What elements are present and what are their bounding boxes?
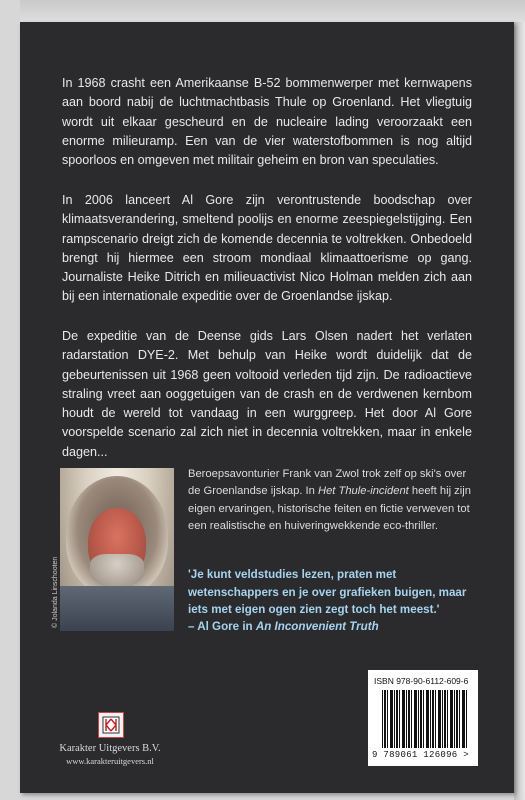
ean-number: 9 789061 126096 > — [372, 750, 469, 760]
attribution-title: An Inconvenient Truth — [255, 620, 379, 633]
quote-text: 'Je kunt veldstudies lezen, praten met wetenschappers en je over grafieken buigen, maar iets met eigen ogen zien zegt toch het meest.' — [188, 568, 467, 617]
publisher-info — [50, 742, 170, 767]
blurb-paragraph-2: In 2006 lanceert Al Gore zijn verontrustende boodschap over klimaatsverandering, smeltend poolijs en enorme zeespiegelstijging. Een rampscenario dreigt zich de komende decennia te voltrekken. Onbedoeld brengt hij hiermee een stroom mondiaal klimaattoerisme op gang. Journaliste Heike Ditrich en milieuactivist Nico Holman melden zich aan bij een internationale expeditie over de Groenlandse ijskap. — [62, 193, 472, 304]
author-bio — [188, 466, 478, 535]
book-spine-edge — [514, 22, 525, 800]
bio-book-title: Het Thule-incident — [317, 485, 409, 498]
blurb-paragraph-1: In 1968 crasht een Amerikaanse B-52 bommenwerper met kernwapens aan boord nabij de luchtmachtbasis Thule op Groenland. Het vliegtuig wordt uit elkaar gescheurd en de nucleaire lading veroorzaakt een enorme milieuramp. Een van de vier waterstofbommen is nog altijd spoorloos en omgeven met militair geheim en bron van speculaties. — [62, 76, 472, 168]
publisher-url: www.karakteruitgevers.nl — [66, 756, 154, 766]
author-jacket — [60, 586, 174, 631]
publisher-name: Karakter Uitgevers B.V. — [59, 743, 161, 754]
book-top-edge — [20, 0, 525, 22]
publisher-logo-mark — [102, 716, 120, 734]
blurb-paragraph-3: De expeditie van de Deense gids Lars Olsen nadert het verlaten radarstation DYE-2. Met behulp van Heike wordt duidelijk dat de gebeurtenissen uit 1968 geen voltooid verleden tijd zijn. De radioactieve straling vreet aan ooggetuigen van de crash en de verdwenen kernbom houdt de wereld tot vandaag in een wurggreep. Het door Al Gore voorspelde scenario zal zich niet in decennia voltrekken, maar in enkele dagen... — [62, 329, 472, 459]
barcode-box — [368, 670, 478, 766]
barcode-icon — [382, 690, 468, 748]
bio-text-after: heeft hij zijn eigen ervaringen, historische feiten en fictie verweven tot een realistische en huiveringwekkende eco-thriller. — [188, 485, 471, 532]
photo-credit — [52, 470, 60, 630]
quote-attribution — [188, 620, 480, 633]
attribution-prefix: – Al Gore in — [188, 620, 256, 633]
isbn-number: ISBN 978-90-6112-609-6 — [374, 676, 469, 686]
bio-text-before: Beroepsavonturier Frank van Zwol trok zelf op ski's over de Groenlandse ijskap. In — [188, 468, 467, 498]
publisher-logo-icon — [98, 712, 124, 738]
author-beard — [90, 554, 144, 588]
author-photo — [60, 468, 174, 631]
photo-credit-text: © Jolanda Linschooten — [52, 556, 59, 628]
